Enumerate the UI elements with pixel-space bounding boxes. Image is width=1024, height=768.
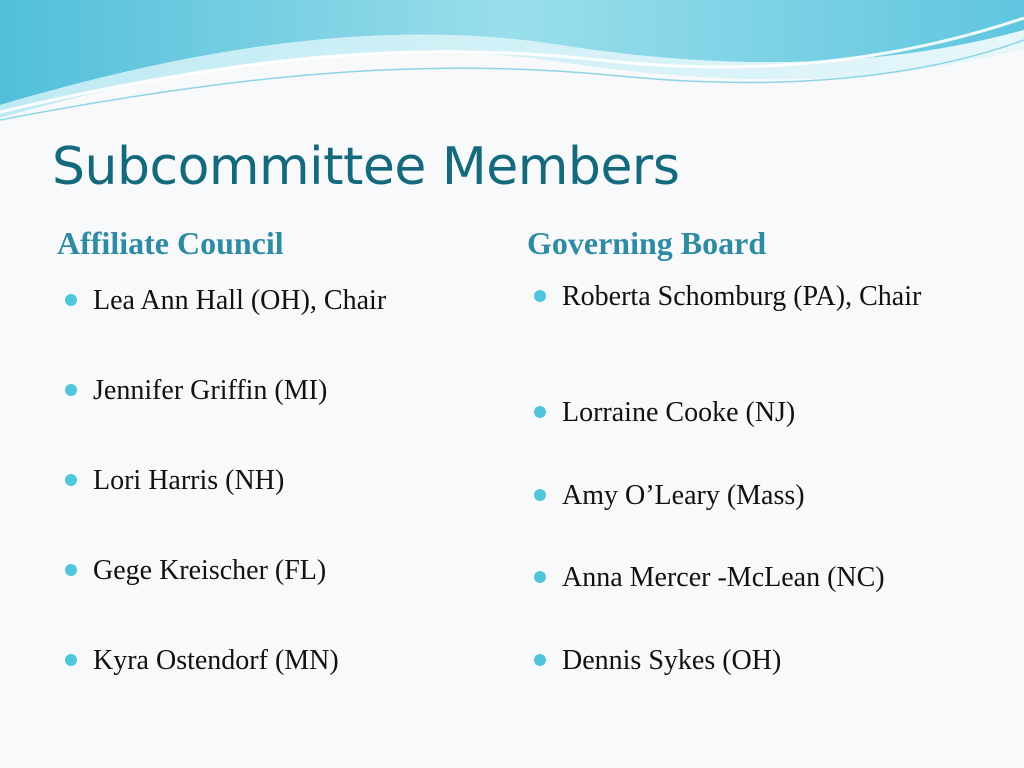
member-name: Lorraine Cooke (NJ) [562,397,796,428]
bullet-icon [534,406,546,418]
bullet-icon [534,489,546,501]
bullet-icon [534,290,546,302]
list-item [61,644,339,677]
list-item [61,374,327,407]
wave-decoration [0,0,1024,130]
member-name: Jennifer Griffin (MI) [93,375,328,406]
governing-board-heading: Governing Board [527,225,767,261]
bullet-icon [534,571,546,583]
member-name: Lea Ann Hall (OH), Chair [93,285,387,316]
member-name: Amy O’Leary (Mass) [562,480,805,511]
list-item [530,479,805,512]
member-name: Kyra Ostendorf (MN) [93,645,339,676]
bullet-icon [65,654,77,666]
list-item [61,284,386,317]
bullet-icon [65,564,77,576]
list-item [530,280,942,313]
member-name: Gege Kreischer (FL) [93,555,327,586]
member-name: Roberta Schomburg (PA), Chair [562,281,922,312]
bullet-icon [65,384,77,396]
member-name: Dennis Sykes (OH) [562,645,782,676]
list-item [530,561,885,594]
list-item [61,464,284,497]
bullet-icon [534,654,546,666]
list-item [530,396,795,429]
member-name: Anna Mercer -McLean (NC) [562,562,885,593]
member-name: Lori Harris (NH) [93,465,285,496]
slide-title: Subcommittee Members [52,137,680,197]
list-item [530,644,781,677]
bullet-icon [65,474,77,486]
list-item [61,554,326,587]
affiliate-council-heading: Affiliate Council [57,225,284,261]
bullet-icon [65,294,77,306]
